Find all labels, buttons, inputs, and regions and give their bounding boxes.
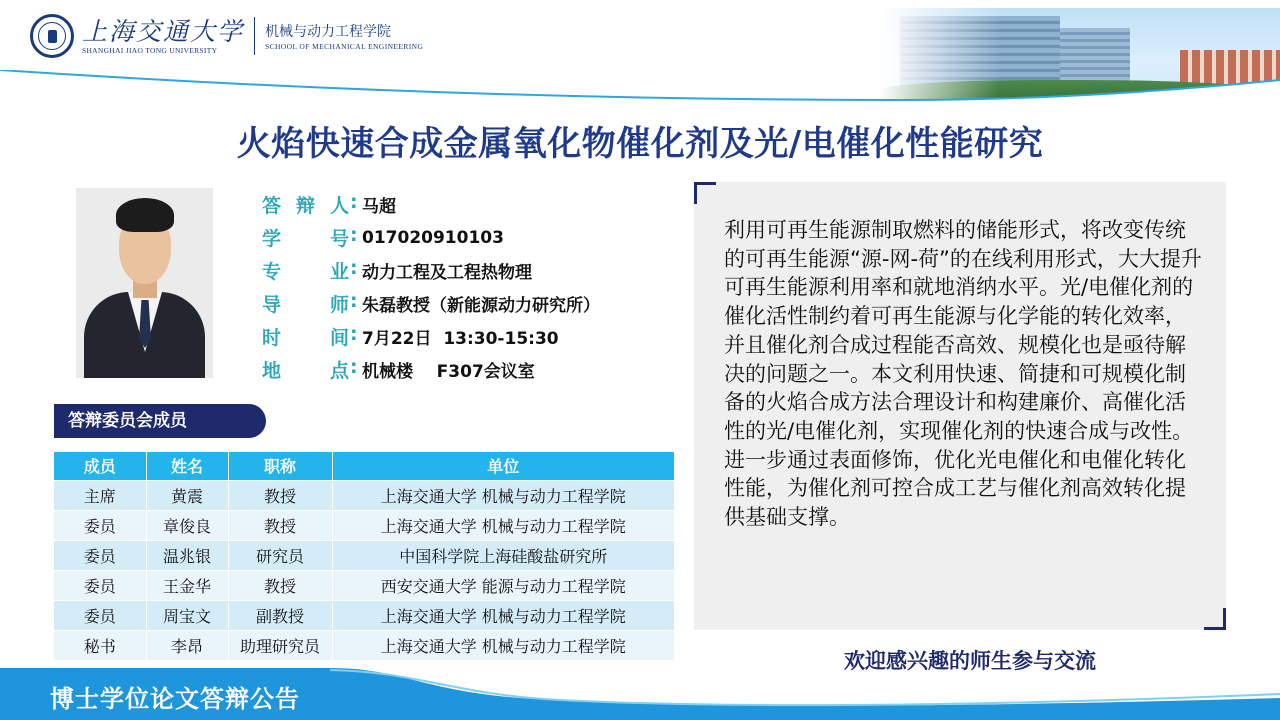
info-value: 动力工程及工程热物理 xyxy=(362,263,532,283)
school-name-en: SCHOOL OF MECHANICAL ENGINEERING xyxy=(265,41,424,51)
table-column-header: 单位 xyxy=(332,452,674,480)
header-swoosh xyxy=(0,70,1280,110)
info-label-char: 地 xyxy=(262,360,282,382)
info-row xyxy=(262,188,682,221)
info-label-colon: : xyxy=(350,323,358,345)
info-label-char xyxy=(296,257,330,284)
info-label xyxy=(262,191,362,218)
table-cell: 黄震 xyxy=(146,480,228,510)
info-label-char xyxy=(296,323,330,350)
info-label-char: 学 xyxy=(262,228,282,250)
info-label-char: 点 xyxy=(330,360,350,382)
school-name-cn: 机械与动力工程学院 xyxy=(265,23,392,40)
info-value: 马超 xyxy=(362,197,396,217)
candidate-photo xyxy=(76,188,213,378)
info-label-char: 答 xyxy=(262,195,282,217)
table-cell: 主席 xyxy=(54,480,146,510)
table-column-header: 职称 xyxy=(228,452,332,480)
university-name-cn: 上海交通大学 xyxy=(82,16,245,46)
info-label-char: 师 xyxy=(330,294,350,316)
info-row xyxy=(262,287,682,320)
table-cell: 助理研究员 xyxy=(228,630,332,660)
info-label xyxy=(262,224,362,251)
university-logo xyxy=(30,12,423,60)
university-name xyxy=(82,18,244,55)
table-row xyxy=(54,630,674,660)
table-cell: 教授 xyxy=(228,480,332,510)
info-label-char: 专 xyxy=(262,261,282,283)
info-label-char xyxy=(296,356,330,383)
info-label-colon: : xyxy=(350,191,358,213)
logo-divider xyxy=(254,17,255,55)
info-label-char: 间 xyxy=(330,327,350,349)
table-cell: 上海交通大学 机械与动力工程学院 xyxy=(332,510,674,540)
info-label-colon: : xyxy=(350,290,358,312)
table-cell: 上海交通大学 机械与动力工程学院 xyxy=(332,600,674,630)
table-cell: 教授 xyxy=(228,570,332,600)
info-value: 机械楼 F307会议室 xyxy=(362,362,535,382)
info-value: 7月22日 13:30-15:30 xyxy=(362,329,559,349)
table-header-row xyxy=(54,452,674,480)
defense-info xyxy=(262,188,682,386)
info-label xyxy=(262,356,362,383)
table-column-header: 姓名 xyxy=(146,452,228,480)
page-title: 火焰快速合成金属氧化物催化剂及光/电催化性能研究 xyxy=(236,124,1044,164)
info-label xyxy=(262,257,362,284)
footer-title: 博士学位论文答辩公告 xyxy=(50,684,300,713)
table-cell: 委员 xyxy=(54,600,146,630)
table-cell: 研究员 xyxy=(228,540,332,570)
abstract-text: 利用可再生能源制取燃料的储能形式，将改变传统的可再生能源“源-网-荷”的在线利用形式，大大提升可再生能源利用率和就地消纳水平。光/电催化剂的催化活性制约着可再生能源与化学能的转化效率，并且催化剂合成过程能否高效、规模化也是亟待解决的问题之一。本文利用快速、简捷和可规模化制备的火焰合成方法合理设计和构建廉价、高催化活性的光/电催化剂，实现催化剂的快速合成与改性。进一步通过表面修饰，优化光电催化和电催化转化性能，为催化剂可控合成工艺与催化剂高效转化提供基础支撑。 xyxy=(724,218,1202,530)
table-cell: 西安交通大学 能源与动力工程学院 xyxy=(332,570,674,600)
info-label xyxy=(262,290,362,317)
table-cell: 上海交通大学 机械与动力工程学院 xyxy=(332,630,674,660)
info-row xyxy=(262,320,682,353)
info-row xyxy=(262,221,682,254)
table-row xyxy=(54,570,674,600)
info-value: 017020910103 xyxy=(362,227,504,248)
table-cell: 中国科学院上海硅酸盐研究所 xyxy=(332,540,674,570)
info-label xyxy=(262,323,362,350)
university-name-en: SHANGHAI JIAO TONG UNIVERSITY xyxy=(82,45,218,55)
table-row xyxy=(54,480,674,510)
table-cell: 副教授 xyxy=(228,600,332,630)
table-row xyxy=(54,540,674,570)
table-row xyxy=(54,600,674,630)
table-cell: 秘书 xyxy=(54,630,146,660)
table-cell: 王金华 xyxy=(146,570,228,600)
info-label-char: 号 xyxy=(330,228,350,250)
committee-table xyxy=(54,452,674,660)
info-label-colon: : xyxy=(350,356,358,378)
table-cell: 委员 xyxy=(54,540,146,570)
table-cell: 委员 xyxy=(54,510,146,540)
table-row xyxy=(54,510,674,540)
table-cell: 周宝文 xyxy=(146,600,228,630)
table-cell: 李昂 xyxy=(146,630,228,660)
table-column-header: 成员 xyxy=(54,452,146,480)
corner-bracket-top-left xyxy=(694,182,716,204)
table-cell: 上海交通大学 机械与动力工程学院 xyxy=(332,480,674,510)
info-label-char: 业 xyxy=(330,261,350,283)
school-name xyxy=(265,22,423,51)
table-cell: 委员 xyxy=(54,570,146,600)
table-cell: 温兆银 xyxy=(146,540,228,570)
info-label-char: 人 xyxy=(330,195,350,217)
info-label-char: 辩 xyxy=(296,195,316,217)
info-row xyxy=(262,353,682,386)
info-label-colon: : xyxy=(350,257,358,279)
corner-bracket-bottom-right xyxy=(1204,608,1226,630)
info-label-char xyxy=(296,224,330,251)
welcome-text: 欢迎感兴趣的师生参与交流 xyxy=(844,649,1096,673)
info-label-char: 时 xyxy=(262,327,282,349)
info-value: 朱磊教授（新能源动力研究所） xyxy=(362,296,600,316)
abstract-box xyxy=(694,182,1226,630)
info-label-colon: : xyxy=(350,224,358,246)
university-seal-icon xyxy=(30,14,74,58)
committee-heading: 答辩委员会成员 xyxy=(54,404,266,438)
info-label-char: 导 xyxy=(262,294,282,316)
table-cell: 教授 xyxy=(228,510,332,540)
table-cell: 章俊良 xyxy=(146,510,228,540)
info-label-char xyxy=(296,290,330,317)
info-row xyxy=(262,254,682,287)
